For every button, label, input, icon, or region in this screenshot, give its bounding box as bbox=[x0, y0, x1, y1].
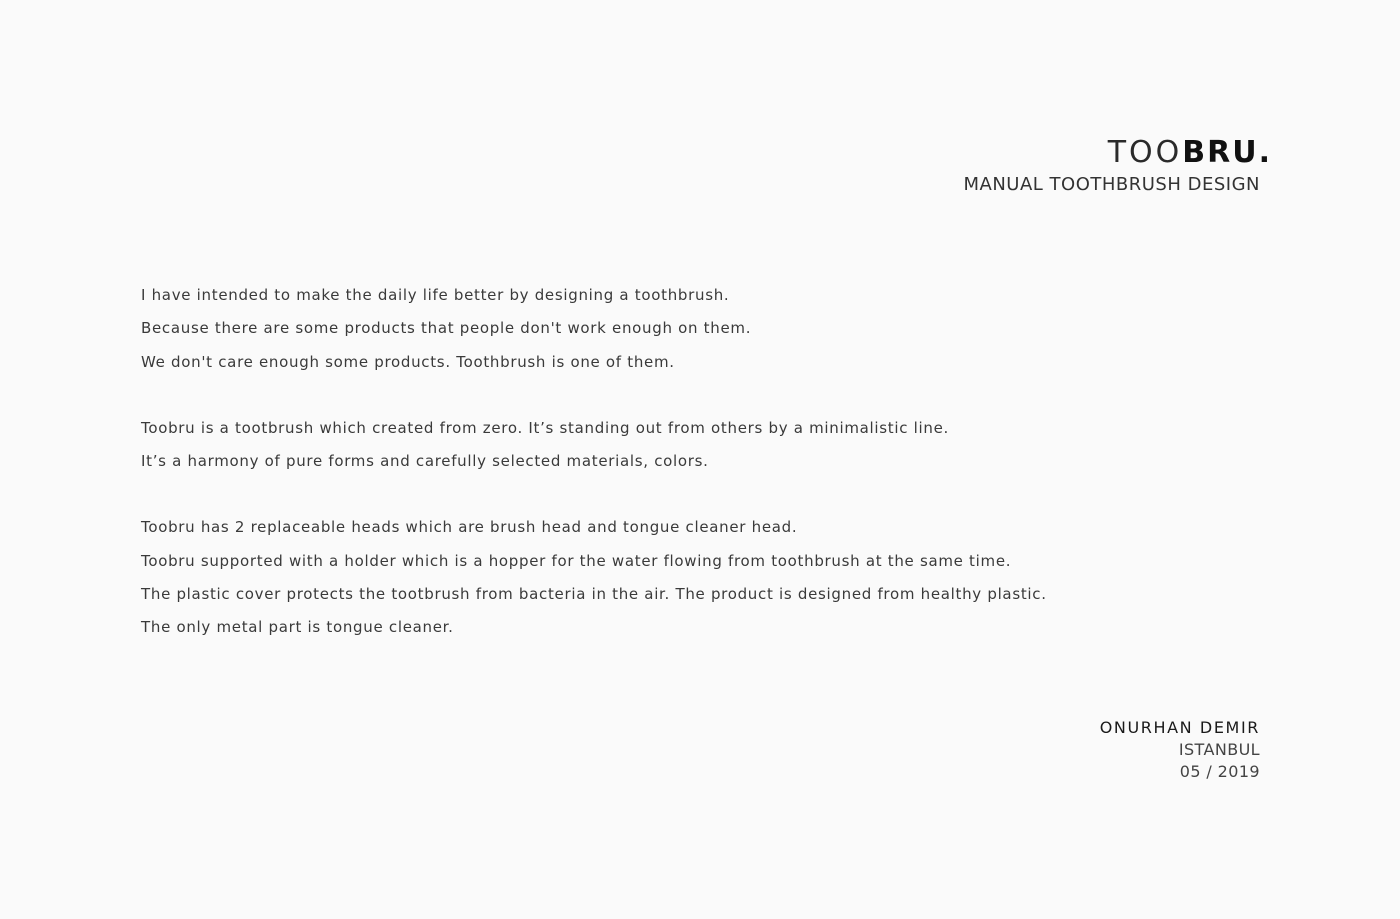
paragraph-line: The plastic cover protects the tootbrush from bacteria in the air. The product is designed from healthy plastic. bbox=[141, 585, 1047, 604]
author-name: ONURHAN DEMIR bbox=[1099, 718, 1260, 737]
paragraph-concept bbox=[141, 412, 1141, 479]
paragraph-line: We don't care enough some products. Toothbrush is one of them. bbox=[141, 352, 675, 371]
paragraph-line: The only metal part is tongue cleaner. bbox=[141, 618, 454, 637]
logo-bold-part: BRU. bbox=[1182, 135, 1272, 170]
paragraph-line: Because there are some products that people don't work enough on them. bbox=[141, 319, 752, 338]
paragraph-intro bbox=[141, 279, 1141, 379]
logo bbox=[963, 136, 1272, 170]
paragraph-line: Toobru is a tootbrush which created from zero. It’s standing out from others by a minimalistic line. bbox=[141, 418, 950, 437]
paragraph-line: I have intended to make the daily life better by designing a toothbrush. bbox=[141, 286, 730, 304]
paragraph-line: Toobru supported with a holder which is a hopper for the water flowing from toothbrush at the same time. bbox=[141, 551, 1012, 570]
paragraph-features bbox=[141, 511, 1141, 644]
page-subtitle: MANUAL TOOTHBRUSH DESIGN bbox=[963, 174, 1260, 195]
signature-block bbox=[1100, 717, 1260, 783]
title-block bbox=[963, 136, 1272, 196]
logo-light-part: TOO bbox=[1107, 135, 1183, 170]
description-text bbox=[141, 279, 1141, 678]
paragraph-line: It’s a harmony of pure forms and carefully selected materials, colors. bbox=[141, 452, 709, 471]
paragraph-line: Toobru has 2 replaceable heads which are brush head and tongue cleaner head. bbox=[141, 518, 798, 537]
date: 05 / 2019 bbox=[1179, 762, 1260, 781]
location: ISTANBUL bbox=[1178, 740, 1260, 759]
